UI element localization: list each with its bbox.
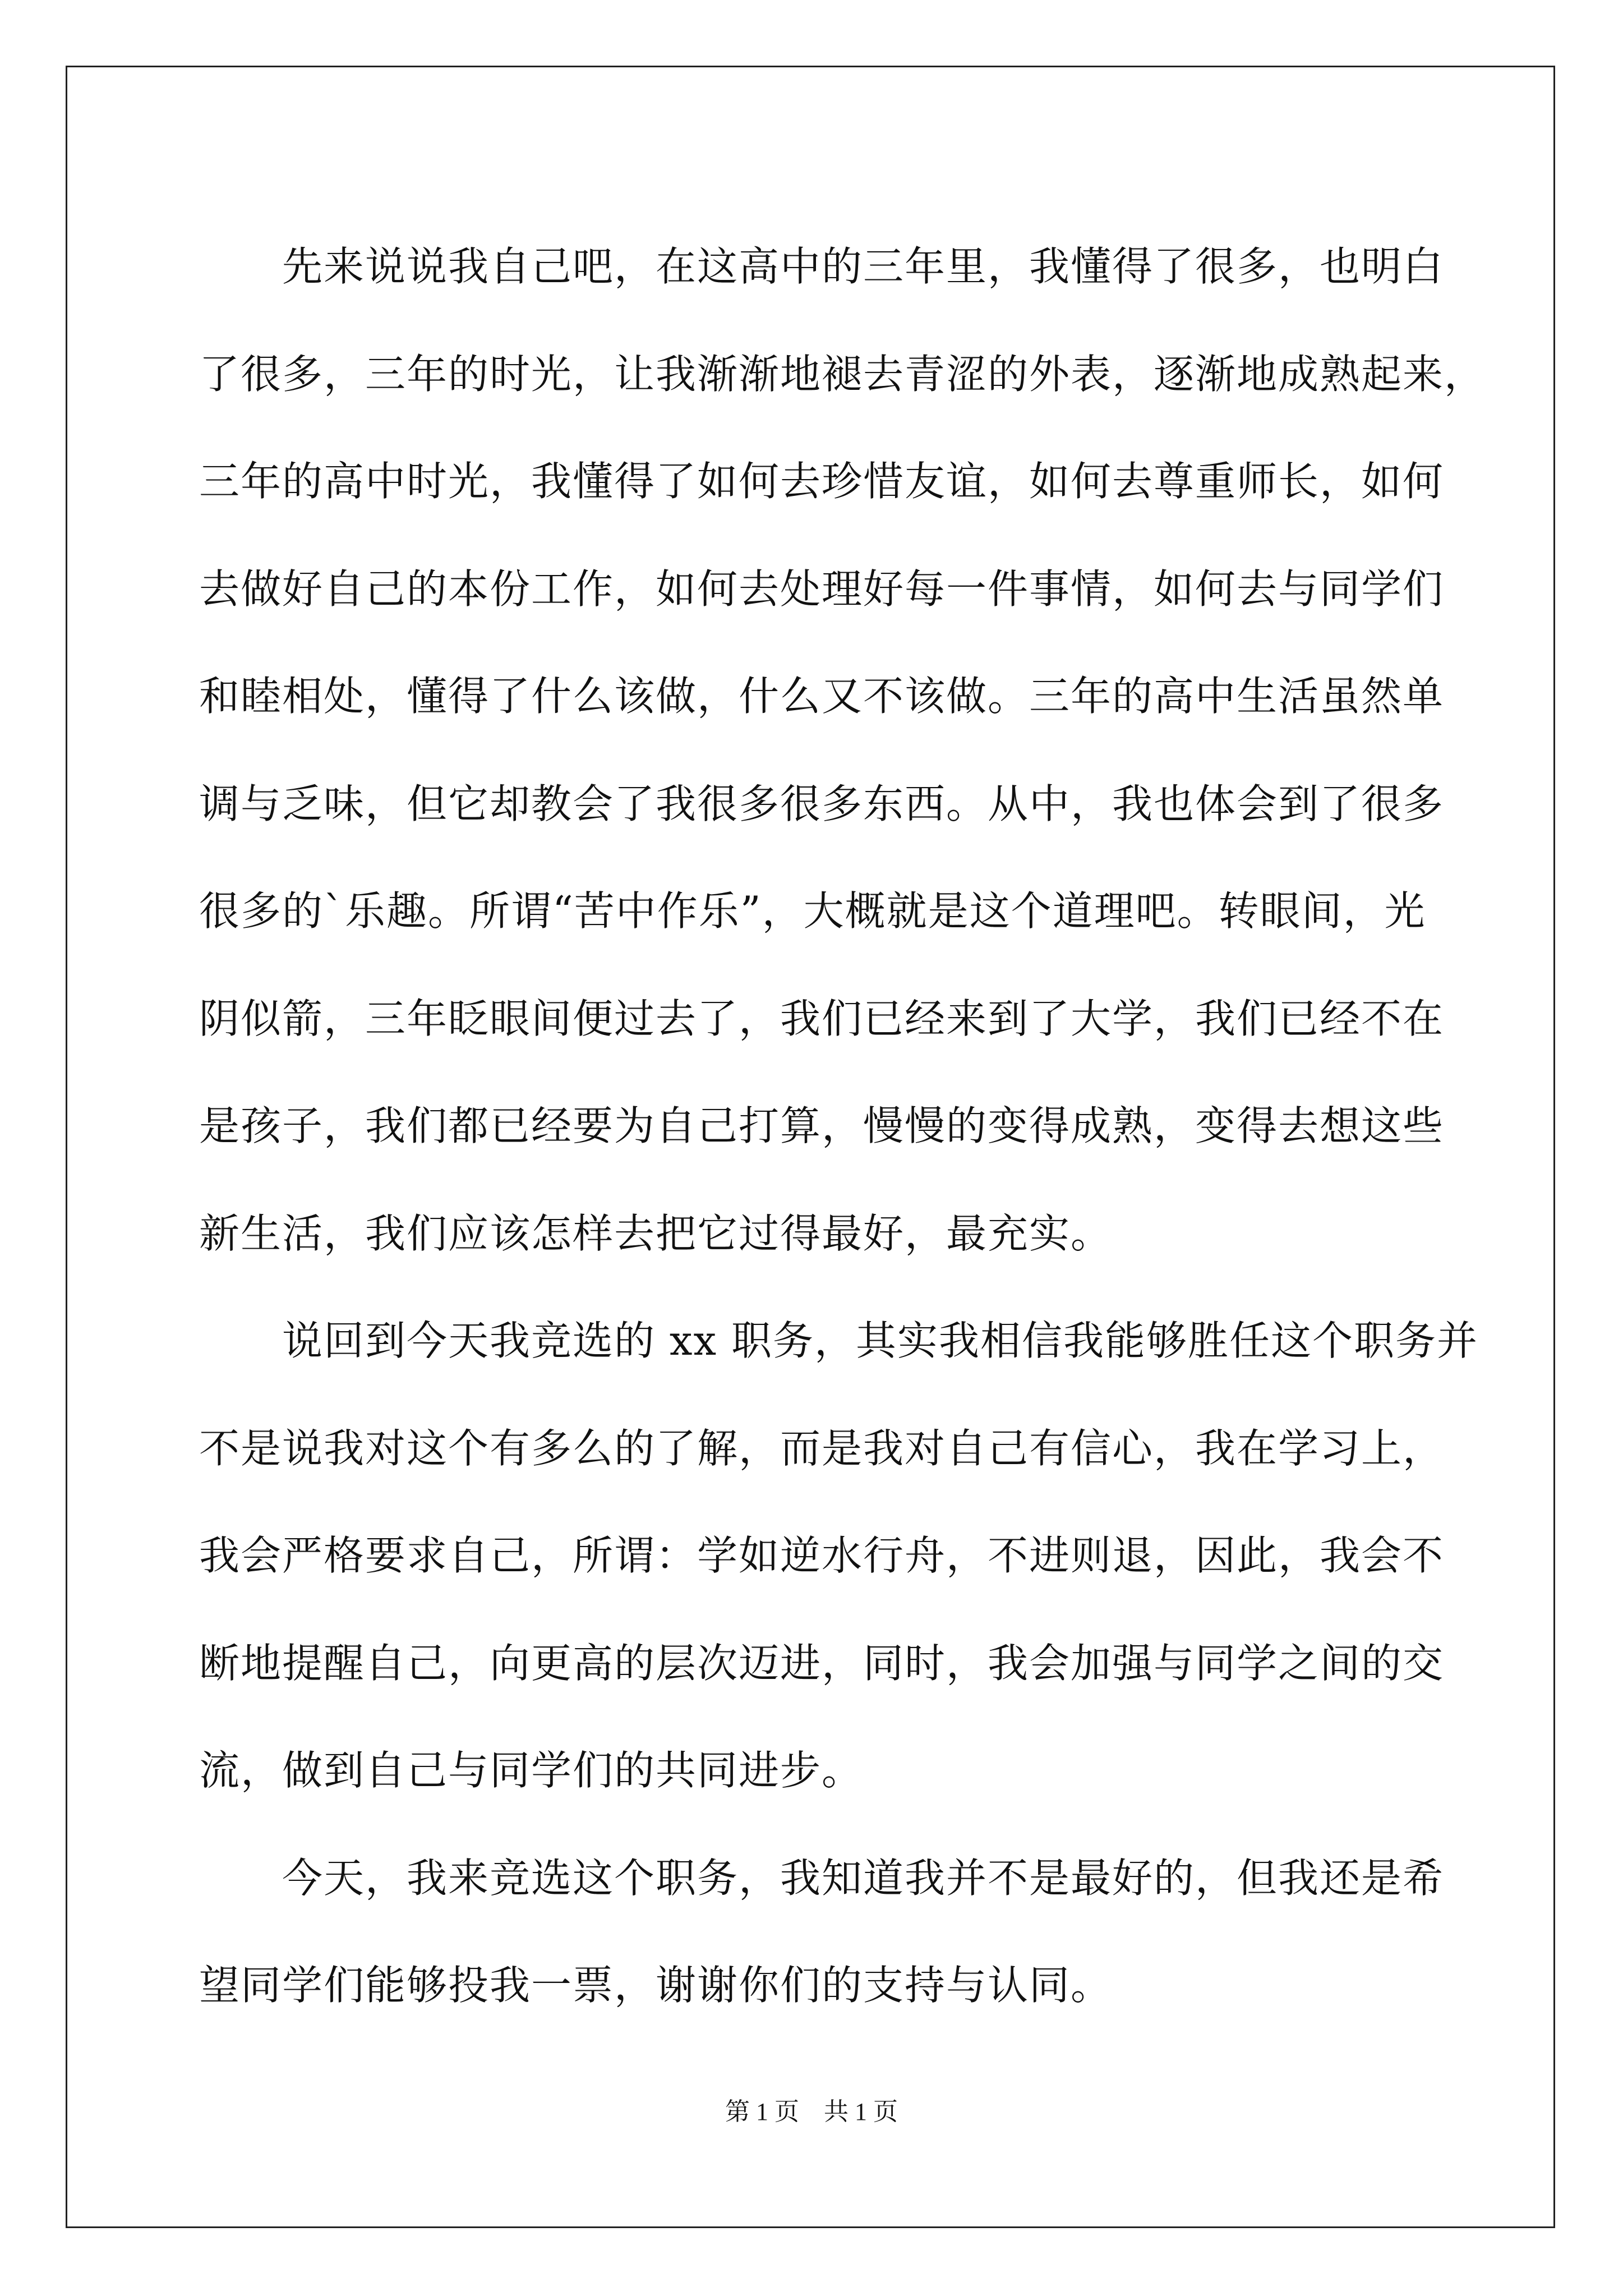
text-line: 我会严格要求自己，所谓：学如逆水行舟，不进则退，因此，我会不 bbox=[199, 1532, 1445, 1579]
text-line: 新生活，我们应该怎样去把它过得最好，最充实。 bbox=[199, 1209, 1113, 1257]
text-line: 很多的`乐趣。所谓“苦中作乐”，大概就是这个道理吧。转眼间，光 bbox=[199, 887, 1426, 935]
page-number-footer: 第 1 页 共 1 页 bbox=[725, 2098, 898, 2125]
text-line: 望同学们能够投我一票，谢谢你们的支持与认同。 bbox=[199, 1962, 1113, 2009]
text-line: 去做好自己的本份工作，如何去处理好每一件事情，如何去与同学们 bbox=[199, 565, 1445, 613]
text-line: 说回到今天我竞选的 xx 职务，其实我相信我能够胜任这个职务并 bbox=[199, 1317, 1478, 1364]
text-line: 流，做到自己与同学们的共同进步。 bbox=[199, 1747, 864, 1794]
text-line: 调与乏味，但它却教会了我很多很多东西。从中，我也体会到了很多 bbox=[199, 780, 1445, 827]
text-line: 断地提醒自己，向更高的层次迈进，同时，我会加强与同学之间的交 bbox=[199, 1639, 1445, 1687]
text-line: 了很多，三年的时光，让我渐渐地褪去青涩的外表，逐渐地成熟起来， bbox=[199, 350, 1486, 398]
text-line: 阴似箭，三年眨眼间便过去了，我们已经来到了大学，我们已经不在 bbox=[199, 995, 1445, 1042]
document-body bbox=[199, 213, 1486, 2040]
text-line: 和睦相处，懂得了什么该做，什么又不该做。三年的高中生活虽然单 bbox=[199, 673, 1445, 720]
text-line: 不是说我对这个有多么的了解，而是我对自己有信心，我在学习上， bbox=[199, 1424, 1445, 1472]
text-line: 先来说说我自己吧，在这高中的三年里，我懂得了很多，也明白 bbox=[199, 243, 1445, 290]
text-line: 三年的高中时光，我懂得了如何去珍惜友谊，如何去尊重师长，如何 bbox=[199, 458, 1445, 505]
text-line: 是孩子，我们都已经要为自己打算，慢慢的变得成熟，变得去想这些 bbox=[199, 1102, 1445, 1149]
text-line: 今天，我来竞选这个职务，我知道我并不是最好的，但我还是希 bbox=[199, 1854, 1445, 1902]
